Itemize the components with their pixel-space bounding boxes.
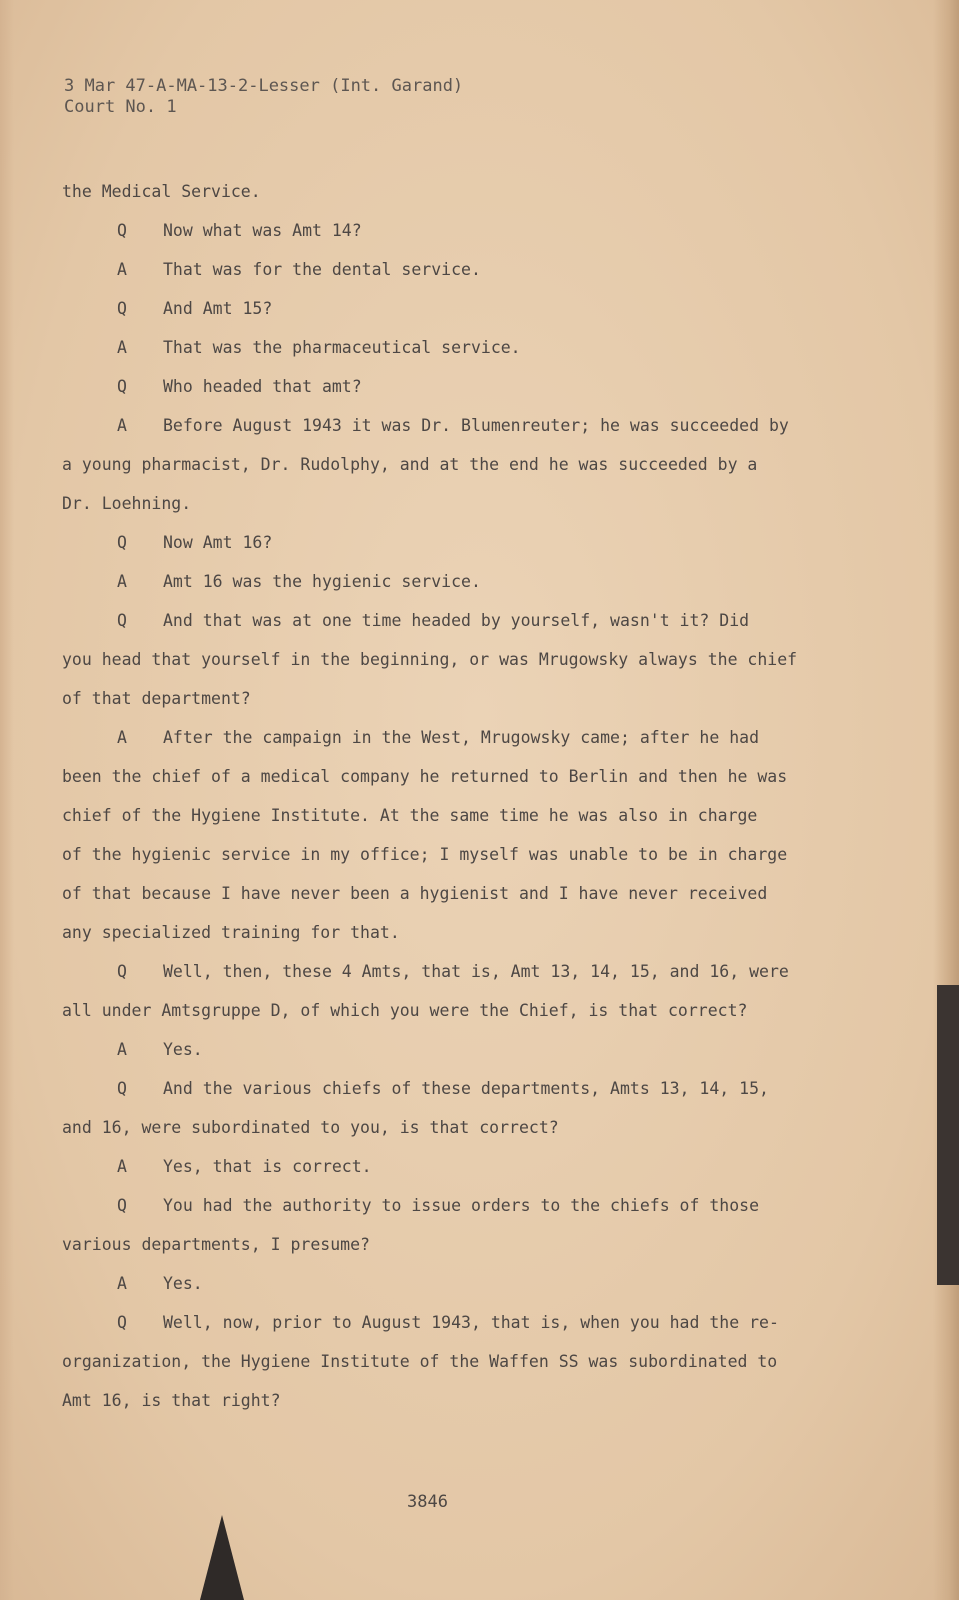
line-text: you head that yourself in the beginning, or was Mrugowsky always the chief [62, 650, 798, 669]
speaker-label: A [117, 416, 127, 435]
transcript-line [62, 913, 842, 952]
transcript-line [62, 1186, 842, 1225]
transcript-line [62, 562, 842, 601]
transcript-line [62, 523, 842, 562]
line-text: of the hygienic service in my office; I myself was unable to be in charge [62, 845, 788, 864]
line-text: any specialized training for that. [62, 923, 400, 942]
speaker-label: A [117, 338, 127, 357]
line-text: organization, the Hygiene Institute of the Waffen SS was subordinated to [62, 1352, 778, 1371]
transcript-line [62, 1108, 842, 1147]
transcript-line [62, 328, 842, 367]
document-header [64, 76, 463, 118]
speaker-label: Q [117, 299, 127, 318]
transcript-line [62, 718, 842, 757]
line-text: a young pharmacist, Dr. Rudolphy, and at the end he was succeeded by a [62, 455, 758, 474]
speaker-label: Q [117, 1079, 127, 1098]
line-text: Well, then, these 4 Amts, that is, Amt 13, 14, 15, and 16, were [163, 962, 789, 981]
line-text: That was the pharmaceutical service. [163, 338, 521, 357]
line-text: and 16, were subordinated to you, is that correct? [62, 1118, 559, 1137]
line-text: You had the authority to issue orders to the chiefs of those [163, 1196, 760, 1215]
speaker-label: A [117, 1157, 127, 1176]
transcript-line [62, 757, 842, 796]
transcript-line [62, 1264, 842, 1303]
line-text: That was for the dental service. [163, 260, 481, 279]
speaker-label: Q [117, 221, 127, 240]
transcript-line [62, 172, 842, 211]
transcript-line [62, 952, 842, 991]
speaker-label: A [117, 572, 127, 591]
paper-edge-left [0, 0, 14, 1600]
transcript-line [62, 1381, 842, 1420]
line-text: the Medical Service. [62, 182, 261, 201]
speaker-label: Q [117, 1313, 127, 1332]
line-text: Before August 1943 it was Dr. Blumenreuter; he was succeeded by [163, 416, 789, 435]
speaker-label: A [117, 1040, 127, 1059]
line-text: Amt 16, is that right? [62, 1391, 281, 1410]
dark-edge-tab [937, 985, 959, 1285]
line-text: Amt 16 was the hygienic service. [163, 572, 481, 591]
speaker-label: Q [117, 962, 127, 981]
transcript-line [62, 1147, 842, 1186]
transcript-body [62, 172, 842, 1420]
transcript-line [62, 367, 842, 406]
speaker-label: A [117, 728, 127, 747]
paper-edge-right [933, 0, 959, 1600]
transcript-line [62, 1030, 842, 1069]
page-number: 3846 [407, 1492, 448, 1512]
transcript-line [62, 1225, 842, 1264]
transcript-line [62, 445, 842, 484]
line-text: Who headed that amt? [163, 377, 362, 396]
speaker-label: Q [117, 533, 127, 552]
transcript-line [62, 484, 842, 523]
speaker-label: Q [117, 611, 127, 630]
line-text: Dr. Loehning. [62, 494, 192, 513]
line-text: of that because I have never been a hygienist and I have never received [62, 884, 768, 903]
transcript-line [62, 1342, 842, 1381]
line-text: Now what was Amt 14? [163, 221, 362, 240]
speaker-label: A [117, 260, 127, 279]
speaker-label: A [117, 1274, 127, 1293]
line-text: Yes. [163, 1040, 203, 1059]
transcript-line [62, 679, 842, 718]
transcript-line [62, 250, 842, 289]
transcript-line [62, 289, 842, 328]
transcript-line [62, 835, 842, 874]
transcript-line [62, 601, 842, 640]
transcript-line [62, 406, 842, 445]
transcript-line [62, 640, 842, 679]
line-text: And the various chiefs of these departments, Amts 13, 14, 15, [163, 1079, 769, 1098]
header-case-line: 3 Mar 47-A-MA-13-2-Lesser (Int. Garand) [64, 76, 464, 96]
line-text: After the campaign in the West, Mrugowsky came; after he had [163, 728, 760, 747]
line-text: various departments, I presume? [62, 1235, 370, 1254]
line-text: all under Amtsgruppe D, of which you were the Chief, is that correct? [62, 1001, 748, 1020]
speaker-label: Q [117, 377, 127, 396]
torn-notch [200, 1515, 244, 1600]
transcript-line [62, 1303, 842, 1342]
line-text: And that was at one time headed by yourself, wasn't it? Did [163, 611, 750, 630]
line-text: Yes. [163, 1274, 203, 1293]
line-text: Well, now, prior to August 1943, that is, when you had the re- [163, 1313, 779, 1332]
header-court-line: Court No. 1 [64, 97, 177, 117]
line-text: And Amt 15? [163, 299, 273, 318]
transcript-line [62, 1069, 842, 1108]
line-text: chief of the Hygiene Institute. At the same time he was also in charge [62, 806, 758, 825]
speaker-label: Q [117, 1196, 127, 1215]
line-text: been the chief of a medical company he returned to Berlin and then he was [62, 767, 788, 786]
line-text: Yes, that is correct. [163, 1157, 372, 1176]
transcript-line [62, 991, 842, 1030]
line-text: Now Amt 16? [163, 533, 273, 552]
line-text: of that department? [62, 689, 251, 708]
transcript-line [62, 211, 842, 250]
transcript-line [62, 796, 842, 835]
transcript-line [62, 874, 842, 913]
